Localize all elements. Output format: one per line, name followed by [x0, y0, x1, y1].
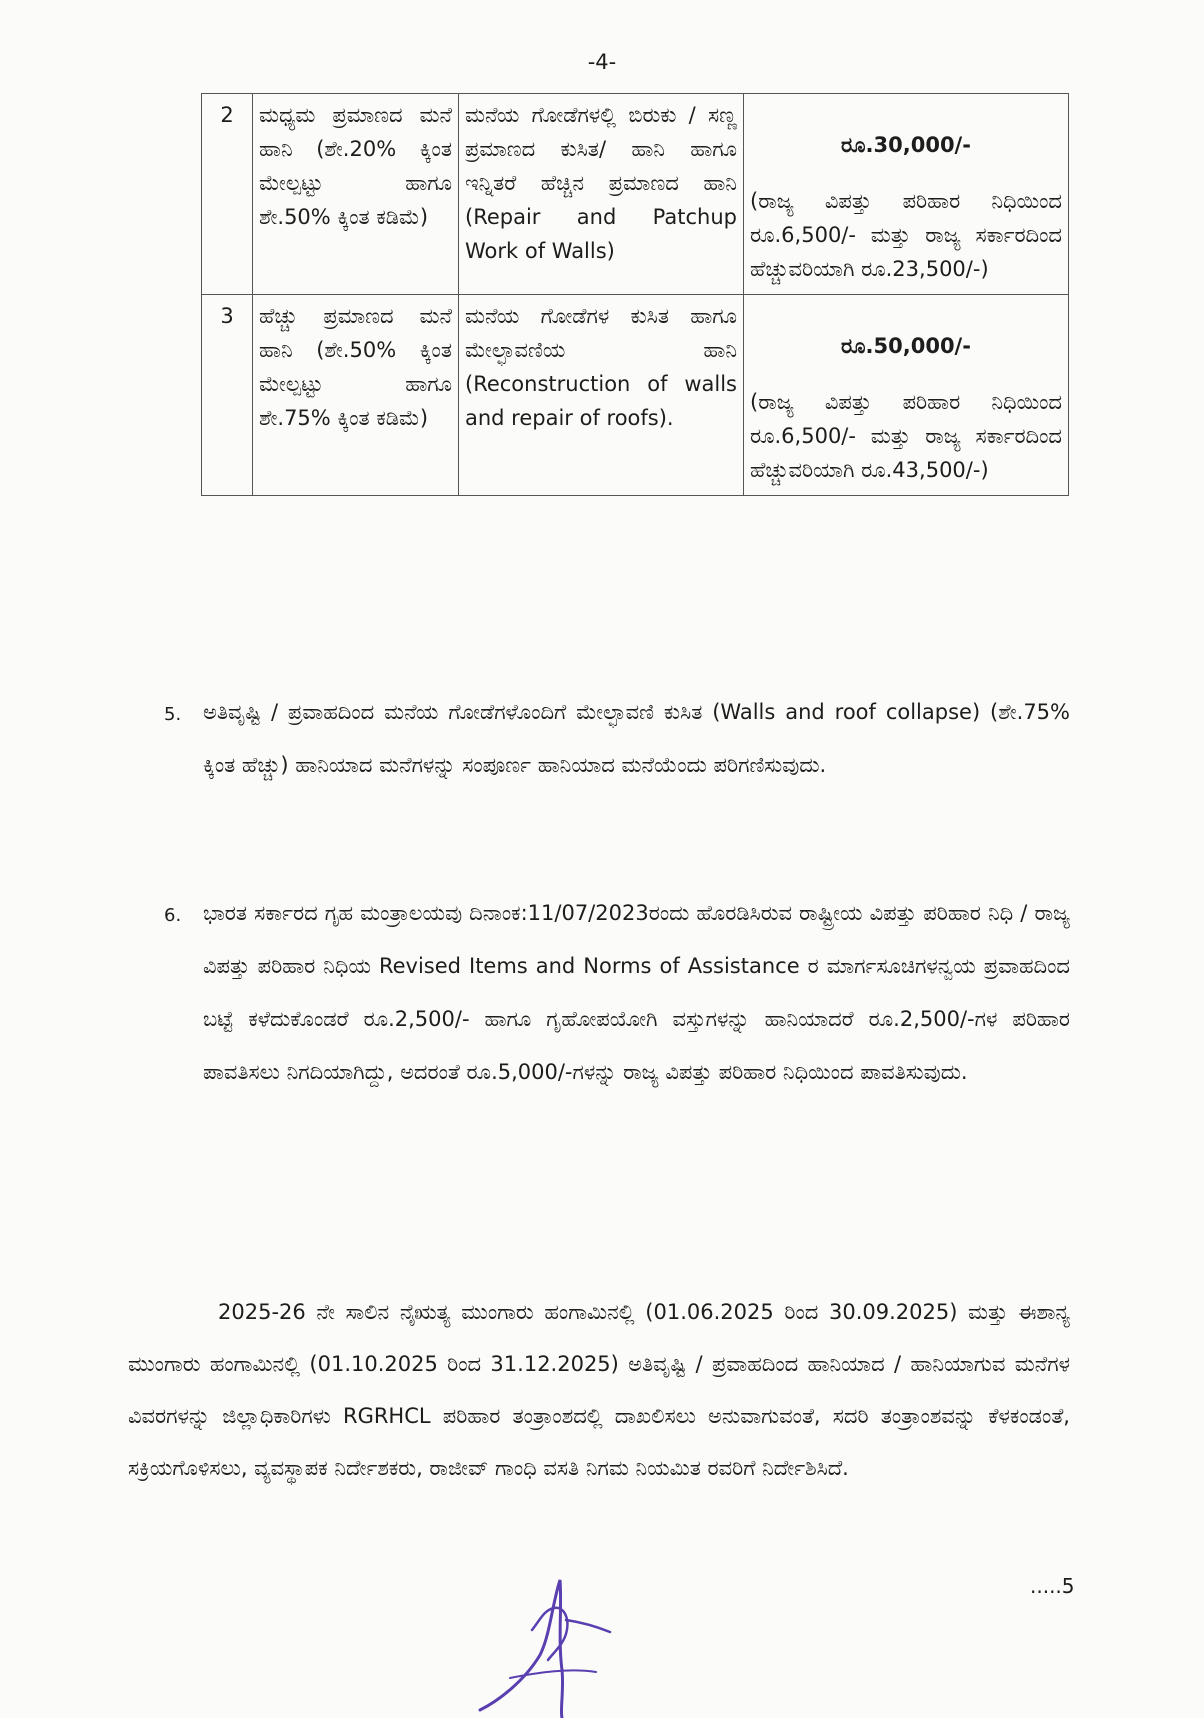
row-number: 2	[202, 94, 253, 295]
relief-amount: ರೂ.50,000/-	[841, 334, 971, 358]
point-5-text: ಅತಿವೃಷ್ಟಿ / ಪ್ರವಾಹದಿಂದ ಮನೆಯ ಗೋಡೆಗಳೊಂದಿಗೆ ಮೇಲ್ಛಾವಣಿ ಕುಸಿತ (Walls and roof collapse) (ಶೇ.75% ಕ್ಕಿಂತ ಹೆಚ್ಚು) ಹಾನಿಯಾದ ಮನೆಗಳನ್ನು ಸಂಪೂರ್ಣ ಹಾನಿಯಾದ ಮನೆಯೆಂದು ಪರಿಗಣಿಸುವುದು.	[203, 700, 1070, 777]
continued-marker: .....5	[1030, 1574, 1075, 1598]
signature-image	[470, 1560, 630, 1718]
row-number: 3	[202, 295, 253, 496]
table-row	[202, 94, 1069, 295]
point-number: 5.	[164, 704, 182, 725]
table-row	[202, 295, 1069, 496]
relief-amount-note: (ರಾಜ್ಯ ವಿಪತ್ತು ಪರಿಹಾರ ನಿಧಿಯಿಂದ ರೂ.6,500/- ಮತ್ತು ರಾಜ್ಯ ಸರ್ಕಾರದಿಂದ ಹೆಚ್ಚುವರಿಯಾಗಿ ರೂ.23,500/-)	[750, 189, 1062, 281]
relief-amount: ರೂ.30,000/-	[841, 133, 971, 157]
point-6-text: ಭಾರತ ಸರ್ಕಾರದ ಗೃಹ ಮಂತ್ರಾಲಯವು ದಿನಾಂಕ:11/07/2023ರಂದು ಹೊರಡಿಸಿರುವ ರಾಷ್ಟ್ರೀಯ ವಿಪತ್ತು ಪರಿಹಾರ ನಿಧಿ / ರಾಜ್ಯ ವಿಪತ್ತು ಪರಿಹಾರ ನಿಧಿಯ Revised Items and Norms of Assistance ರ ಮಾರ್ಗಸೂಚಿಗಳನ್ವಯ ಪ್ರವಾಹದಿಂದ ಬಟ್ಟೆ ಕಳೆದುಕೊಂಡರೆ ರೂ.2,500/- ಹಾಗೂ ಗೃಹೋಪಯೋಗಿ ವಸ್ತುಗಳನ್ನು ಹಾನಿಯಾದರೆ ರೂ.2,500/-ಗಳ ಪರಿಹಾರ ಪಾವತಿಸಲು ನಿಗದಿಯಾಗಿದ್ದು, ಅದರಂತೆ ರೂ.5,000/-ಗಳನ್ನು ರಾಜ್ಯ ವಿಪತ್ತು ಪರಿಹಾರ ನಿಧಿಯಿಂದ ಪಾವತಿಸುವುದು.	[203, 901, 1070, 1084]
relief-table	[201, 93, 1069, 496]
closing-paragraph-text: 2025-26 ನೇ ಸಾಲಿನ ನೈಋತ್ಯ ಮುಂಗಾರು ಹಂಗಾಮಿನಲ್ಲಿ (01.06.2025 ರಿಂದ 30.09.2025) ಮತ್ತು ಈಶಾನ್ಯ ಮುಂಗಾರು ಹಂಗಾಮಿನಲ್ಲಿ (01.10.2025 ರಿಂದ 31.12.2025) ಅತಿವೃಷ್ಟಿ / ಪ್ರವಾಹದಿಂದ ಹಾನಿಯಾದ / ಹಾನಿಯಾಗುವ ಮನೆಗಳ ವಿವರಗಳನ್ನು ಜಿಲ್ಲಾಧಿಕಾರಿಗಳು RGRHCL ಪರಿಹಾರ ತಂತ್ರಾಂಶದಲ್ಲಿ ದಾಖಲಿಸಲು ಅನುವಾಗುವಂತೆ, ಸದರಿ ತಂತ್ರಾಂಶವನ್ನು ಕೆಳಕಂಡಂತೆ, ಸಕ್ರಿಯಗೊಳಿಸಲು, ವ್ಯವಸ್ಥಾಪಕ ನಿರ್ದೇಶಕರು, ರಾಜೀವ್ ಗಾಂಧಿ ವಸತಿ ನಿಗಮ ನಿಯಮಿತ ರವರಿಗೆ ನಿರ್ದೇಶಿಸಿದೆ.	[128, 1300, 1070, 1480]
point-number: 6.	[164, 905, 182, 926]
closing-paragraph	[128, 1286, 1070, 1494]
page-number: -4-	[587, 50, 617, 74]
damage-category: ಮಧ್ಯಮ ಪ್ರಮಾಣದ ಮನೆ ಹಾನಿ (ಶೇ.20% ಕ್ಕಿಂತ ಮೇಲ್ಪಟ್ಟು ಹಾಗೂ ಶೇ.50% ಕ್ಕಿಂತ ಕಡಿಮೆ)	[253, 94, 459, 295]
relief-amount-cell	[744, 94, 1069, 295]
damage-category: ಹೆಚ್ಚು ಪ್ರಮಾಣದ ಮನೆ ಹಾನಿ (ಶೇ.50% ಕ್ಕಿಂತ ಮೇಲ್ಪಟ್ಟು ಹಾಗೂ ಶೇ.75% ಕ್ಕಿಂತ ಕಡಿಮೆ)	[253, 295, 459, 496]
damage-description: ಮನೆಯ ಗೋಡೆಗಳ ಕುಸಿತ ಹಾಗೂ ಮೇಲ್ಛಾವಣಿಯ ಹಾನಿ (Reconstruction of walls and repair of roofs).	[459, 295, 744, 496]
relief-amount-cell	[744, 295, 1069, 496]
relief-amount-note: (ರಾಜ್ಯ ವಿಪತ್ತು ಪರಿಹಾರ ನಿಧಿಯಿಂದ ರೂ.6,500/- ಮತ್ತು ರಾಜ್ಯ ಸರ್ಕಾರದಿಂದ ಹೆಚ್ಚುವರಿಯಾಗಿ ರೂ.43,500/-)	[750, 390, 1062, 482]
damage-description: ಮನೆಯ ಗೋಡೆಗಳಲ್ಲಿ ಬಿರುಕು / ಸಣ್ಣ ಪ್ರಮಾಣದ ಕುಸಿತ/ ಹಾನಿ ಹಾಗೂ ಇನ್ನಿತರೆ ಹೆಚ್ಚಿನ ಪ್ರಮಾಣದ ಹಾನಿ (Repair and Patchup Work of Walls)	[459, 94, 744, 295]
